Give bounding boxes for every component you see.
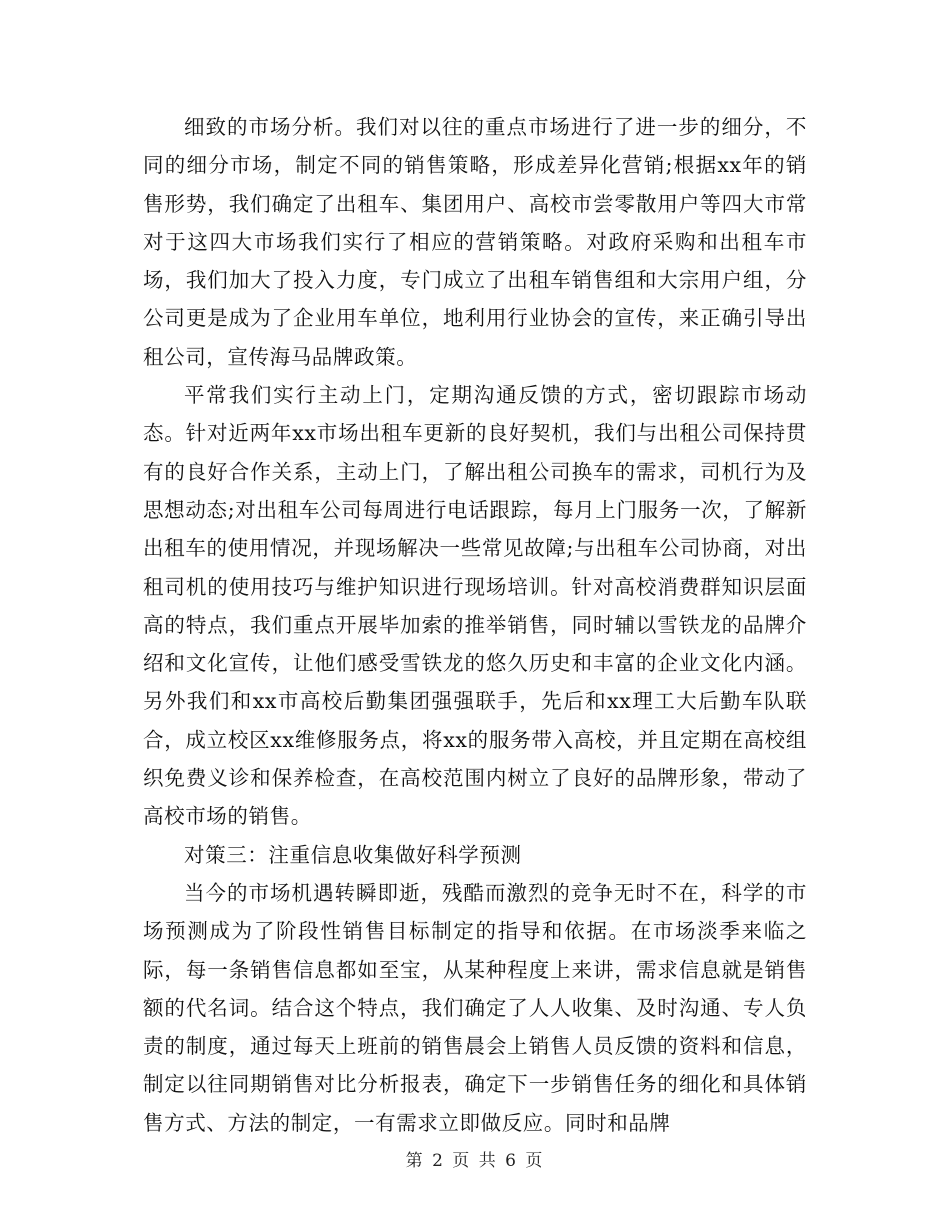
paragraph-door-to-door-service: 平常我们实行主动上门，定期沟通反馈的方式，密切跟踪市场动态。针对近两年xx市场出租车更新的良好契机，我们与出租公司保持贯有的良好合作关系，主动上门，了解出租公司换车的需求，司机行为及思想动态;对出租车公司每周进行电话跟踪，每月上门服务一次，了解新出租车的使用情况，并现场解决一些常见故障;与出租车公司协商，对出租司机的使用技巧与维护知识进行现场培训。针对高校消费群知识层面高的特点，我们重点开展毕加索的推举销售，同时辅以雪铁龙的品牌介绍和文化宣传，让他们感受雪铁龙的悠久历史和丰富的企业文化内涵。另外我们和xx市高校后勤集团强强联手，先后和xx理工大后勤车队联合，成立校区xx维修服务点，将xx的服务带入高校，并且定期在高校组织免费义诊和保养检查，在高校范围内树立了良好的品牌形象，带动了高校市场的销售。 [143, 383, 807, 829]
document-body [143, 108, 807, 1142]
paragraph-market-forecast: 当今的市场机遇转瞬即逝，残酷而激烈的竞争无时不在，科学的市场预测成为了阶段性销售目标制定的指导和依据。在市场淡季来临之际，每一条销售信息都如至宝，从某种程度上来讲，需求信息就是销售额的代名词。结合这个特点，我们确定了人人收集、及时沟通、专人负责的制度，通过每天上班前的销售晨会上销售人员反馈的资料和信息，制定以往同期销售对比分析报表，确定下一步销售任务的细化和具体销售方式、方法的制定，一有需求立即做反应。同时和品牌 [143, 880, 807, 1135]
section-heading-strategy-three: 对策三：注重信息收集做好科学预测 [184, 842, 522, 867]
page-number-footer: 第 2 页 共 6 页 [405, 1151, 545, 1171]
paragraph-market-analysis: 细致的市场分析。我们对以往的重点市场进行了进一步的细分，不同的细分市场，制定不同的销售策略，形成差异化营销;根据xx年的销售形势，我们确定了出租车、集团用户、高校市尝零散用户等四大市常对于这四大市场我们实行了相应的营销策略。对政府采购和出租车市场，我们加大了投入力度，专门成立了出租车销售组和大宗用户组，分公司更是成为了企业用车单位，地利用行业协会的宣传，来正确引导出租公司，宣传海马品牌政策。 [143, 115, 807, 369]
